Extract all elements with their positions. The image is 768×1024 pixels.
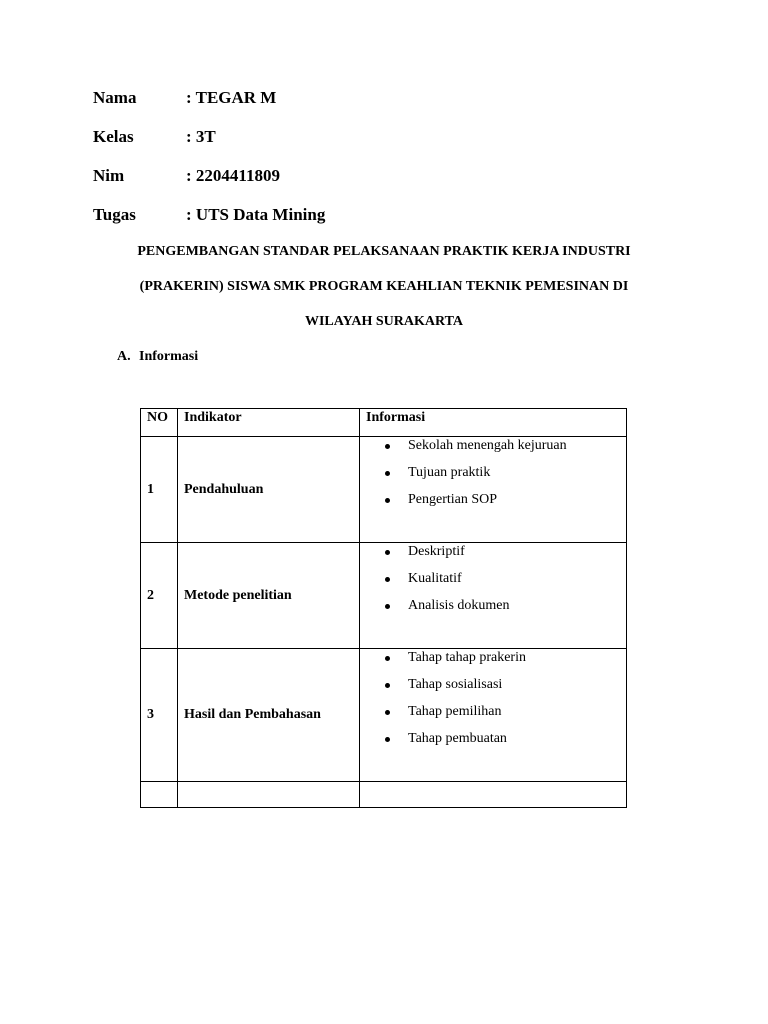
identity-label: Kelas [93, 127, 134, 146]
bullet-icon [385, 604, 390, 609]
identity-value: : 2204411809 [186, 166, 280, 185]
list-item [366, 649, 620, 676]
list-item [366, 676, 620, 703]
column-header-informasi: Informasi [360, 409, 627, 437]
list-item-text: Kualitatif [408, 571, 462, 586]
bullet-icon [385, 444, 390, 449]
row-number [141, 782, 178, 808]
document-title-line-1: PENGEMBANGAN STANDAR PELAKSANAAN PRAKTIK KERJA INDUSTRI [137, 244, 631, 259]
list-item-text: Tahap sosialisasi [408, 677, 503, 692]
list-item [366, 730, 620, 757]
table-header-row [141, 409, 627, 437]
table-row [141, 543, 627, 649]
list-item-text: Pengertian SOP [408, 492, 498, 507]
list-item [366, 464, 620, 491]
bullet-icon [385, 471, 390, 476]
row-indikator: Metode penelitian [178, 543, 360, 649]
row-informasi [360, 437, 627, 543]
identity-label: Tugas [93, 205, 136, 224]
identity-value: : 3T [186, 127, 216, 146]
row-informasi [360, 782, 627, 808]
document-title-line-2: (PRAKERIN) SISWA SMK PROGRAM KEAHLIAN TEKNIK PEMESINAN DI [139, 279, 629, 294]
row-informasi [360, 649, 627, 782]
identity-label: Nim [93, 166, 125, 185]
column-header-no: NO [141, 409, 178, 437]
list-item-text: Tahap pembuatan [408, 731, 507, 746]
list-item-text: Tahap tahap prakerin [408, 650, 526, 665]
list-item-text: Tujuan praktik [408, 465, 491, 480]
list-item [366, 703, 620, 730]
bullet-icon [385, 656, 390, 661]
list-item [366, 543, 620, 570]
section-letter: A. [117, 349, 131, 364]
section-heading [117, 348, 198, 366]
row-indikator: Hasil dan Pembahasan [178, 649, 360, 782]
bullet-icon [385, 577, 390, 582]
list-item [366, 597, 620, 624]
list-item [366, 437, 620, 464]
list-item [366, 570, 620, 597]
column-header-indikator: Indikator [178, 409, 360, 437]
bullet-icon [385, 683, 390, 688]
list-item [366, 491, 620, 518]
list-item-text: Sekolah menengah kejuruan [408, 438, 567, 453]
row-indikator [178, 782, 360, 808]
bullet-icon [385, 710, 390, 715]
section-title: Informasi [139, 349, 199, 364]
identity-value: : TEGAR M [186, 88, 277, 107]
bullet-list [366, 543, 620, 624]
table-row-empty [141, 782, 627, 808]
bullet-list [366, 437, 620, 518]
table-row [141, 649, 627, 782]
bullet-icon [385, 498, 390, 503]
bullet-icon [385, 737, 390, 742]
list-item-text: Deskriptif [408, 544, 465, 559]
table-row [141, 437, 627, 543]
row-number: 2 [141, 543, 178, 649]
list-item-text: Analisis dokumen [408, 598, 510, 613]
row-number: 3 [141, 649, 178, 782]
row-informasi [360, 543, 627, 649]
identity-value: : UTS Data Mining [186, 205, 326, 224]
bullet-icon [385, 550, 390, 555]
bullet-list [366, 649, 620, 757]
row-number: 1 [141, 437, 178, 543]
identity-label: Nama [93, 88, 137, 107]
information-table [140, 408, 627, 808]
document-title-line-3: WILAYAH SURAKARTA [304, 314, 464, 329]
row-indikator: Pendahuluan [178, 437, 360, 543]
list-item-text: Tahap pemilihan [408, 704, 502, 719]
